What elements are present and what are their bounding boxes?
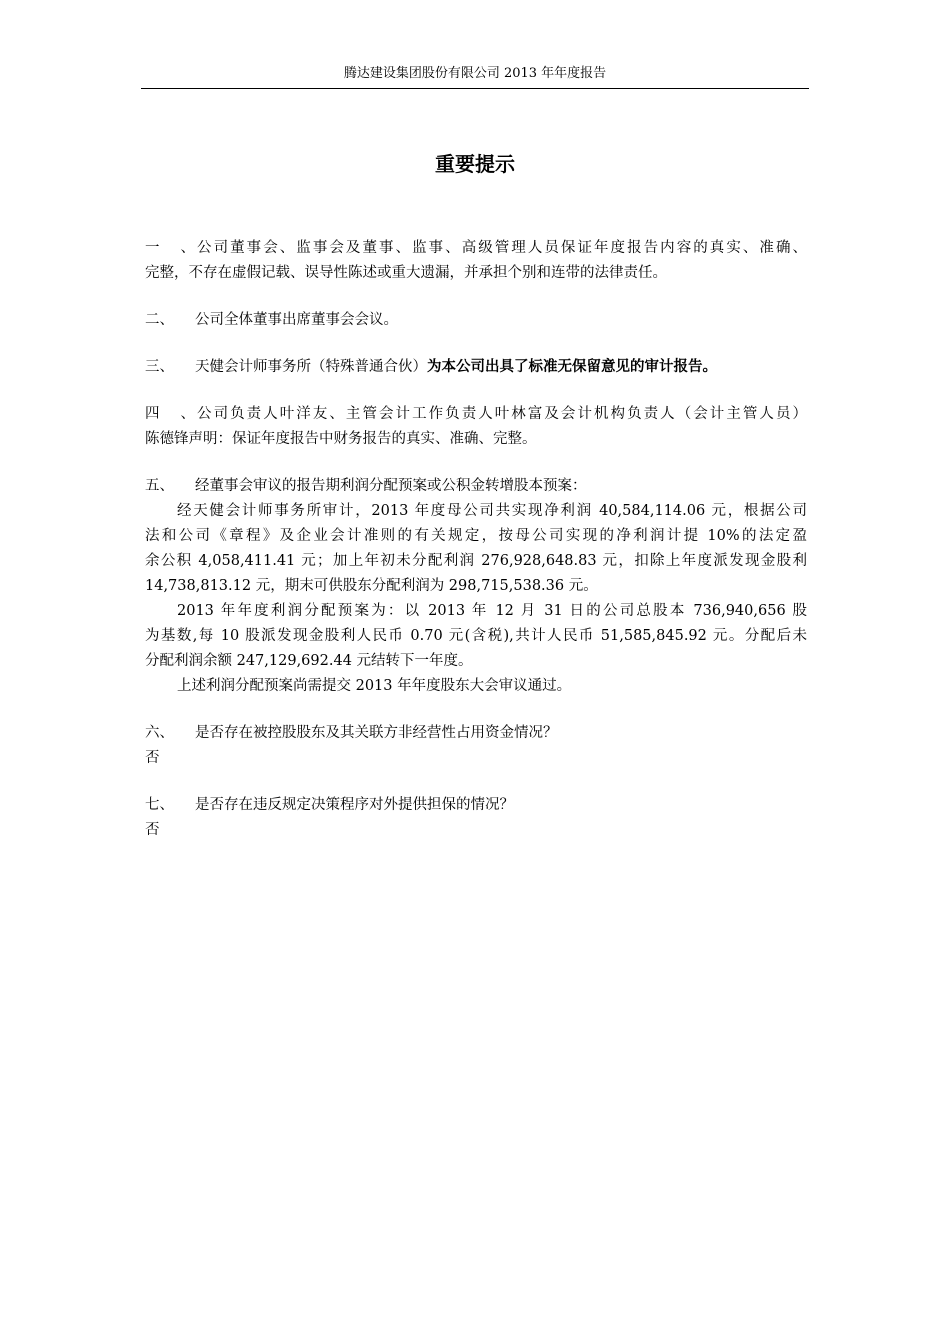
- item-5-number: 五、: [145, 478, 174, 494]
- item-7-question: 七、 是否存在违反规定决策程序对外提供担保的情况？: [145, 793, 807, 818]
- item-2-number: 二、: [145, 312, 174, 328]
- item-6-question: 六、 是否存在被控股股东及其关联方非经营性占用资金情况？: [145, 721, 807, 746]
- item-4-line-2: 陈德锋声明：保证年度报告中财务报告的真实、准确、完整。: [145, 431, 537, 447]
- item-4-number: 四、: [145, 406, 195, 422]
- item-5: [145, 474, 807, 699]
- item-5-para1-line-1: 经天健会计师事务所审计，2013 年度母公司共实现净利润 40,584,114.06 元，根据公司: [177, 503, 807, 519]
- item-7-answer: 否: [145, 822, 160, 838]
- item-5-para3: 上述利润分配预案尚需提交 2013 年年度股东大会审议通过。: [177, 678, 572, 694]
- item-6: [145, 721, 807, 771]
- item-5-para2-line-3: 分配利润余额 247,129,692.44 元结转下一年度。: [145, 653, 473, 669]
- item-7-number: 七、: [145, 797, 174, 813]
- item-1-line-2: 完整，不存在虚假记载、误导性陈述或重大遗漏，并承担个别和连带的法律责任。: [145, 265, 667, 281]
- auditor-name: 天健会计师事务所（特殊普通合伙）: [195, 359, 427, 375]
- page-header: 腾达建设集团股份有限公司 2013 年年度报告: [343, 66, 607, 81]
- item-1-line-1: 一、公司董事会、监事会及董事、监事、高级管理人员保证年度报告内容的真实、准确、: [145, 236, 807, 261]
- item-7: [145, 793, 807, 843]
- item-5-heading: 五、 经董事会审议的报告期利润分配预案或公积金转增股本预案：: [145, 474, 807, 499]
- document-body: [145, 236, 807, 865]
- header-rule: [141, 88, 809, 89]
- page-title: 重要提示: [435, 152, 515, 176]
- item-4-line-1: 四、公司负责人叶洋友、主管会计工作负责人叶林富及会计机构负责人（会计主管人员）: [145, 402, 807, 427]
- item-3-line-1: [145, 355, 807, 380]
- item-4: [145, 402, 807, 452]
- item-5-para2-line-2: 为基数,每 10 股派发现金股利人民币 0.70 元(含税),共计人民币 51,585,845.92 元。分配后未: [145, 628, 807, 644]
- item-6-answer: 否: [145, 750, 160, 766]
- item-5-para1-line-2: 法和公司《章程》及企业会计准则的有关规定，按母公司实现的净利润计提 10%的法定盈: [145, 528, 807, 544]
- item-5-para1-line-3: 余公积 4,058,411.41 元；加上年初未分配利润 276,928,648.83 元，扣除上年度派发现金股利: [145, 553, 807, 569]
- item-1: [145, 236, 807, 286]
- item-3-number: 三、: [145, 359, 174, 375]
- item-2-line-1: 二、 公司全体董事出席董事会会议。: [145, 308, 807, 333]
- item-1-number: 一、: [145, 240, 195, 256]
- audit-opinion: 为本公司出具了标准无保留意见的审计报告。: [427, 359, 717, 375]
- item-3: [145, 355, 807, 380]
- item-5-para2-line-1: 2013 年年度利润分配预案为：以 2013 年 12 月 31 日的公司总股本 736,940,656 股: [177, 603, 807, 619]
- item-2: [145, 308, 807, 333]
- item-6-number: 六、: [145, 725, 174, 741]
- item-5-para1-line-4: 14,738,813.12 元，期末可供股东分配利润为 298,715,538.36 元。: [145, 578, 598, 594]
